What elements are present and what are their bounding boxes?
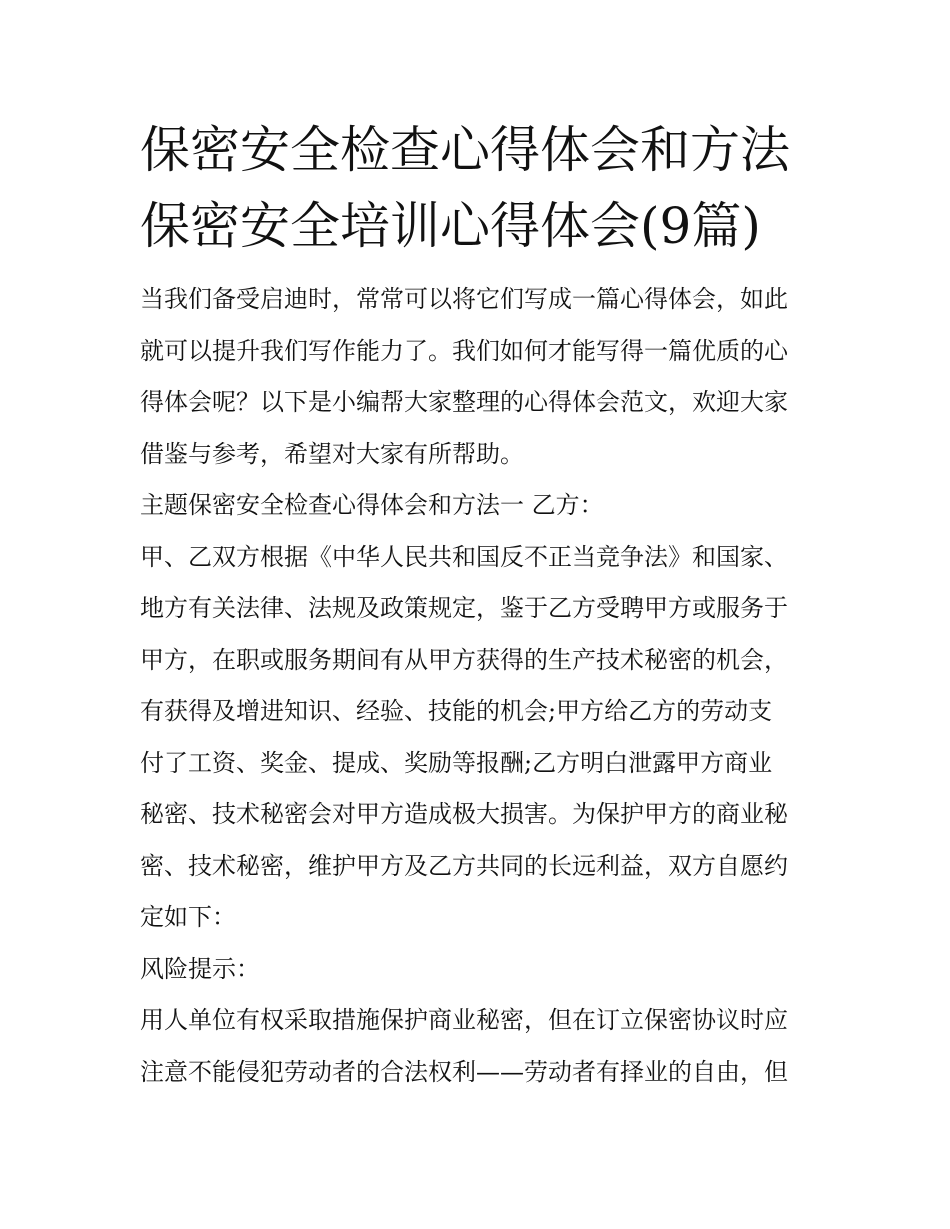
paragraph-line: 得体会呢？以下是小编帮大家整理的心得体会范文，欢迎大家 <box>140 388 788 416</box>
section-heading-line: 主题保密安全检查心得体会和方法一 乙方： <box>140 491 604 519</box>
section-heading-line: 风险提示： <box>140 954 260 983</box>
document-body <box>140 274 816 1098</box>
paragraph-line: 密、技术秘密，维护甲方及乙方共同的长远利益，双方自愿约 <box>140 851 788 880</box>
paragraph-line: 用人单位有权采取措施保护商业秘密，但在订立保密协议时应 <box>140 1006 788 1034</box>
paragraph-line: 甲、乙双方根据《中华人民共和国反不正当竞争法》和国家、 <box>140 542 788 571</box>
title-line: 保密安全检查心得体会和方法 <box>140 121 790 179</box>
paragraph-line: 付了工资、奖金、提成、奖励等报酬;乙方明白泄露甲方商业 <box>140 748 773 777</box>
paragraph-line: 就可以提升我们写作能力了。我们如何才能写得一篇优质的心 <box>140 336 788 365</box>
paragraph-line: 地方有关法律、法规及政策规定，鉴于乙方受聘甲方或服务于 <box>140 594 788 622</box>
paragraph-line: 甲方，在职或服务期间有从甲方获得的生产技术秘密的机会， <box>140 645 788 674</box>
paragraph-line: 借鉴与参考，希望对大家有所帮助。 <box>140 439 524 468</box>
paragraph-line: 当我们备受启迪时，常常可以将它们写成一篇心得体会，如此 <box>140 285 788 313</box>
paragraph-line: 秘密、技术秘密会对甲方造成极大损害。为保护甲方的商业秘 <box>140 800 788 828</box>
paragraph-line: 有获得及增进知识、经验、技能的机会;甲方给乙方的劳动支 <box>140 697 773 725</box>
paragraph-line: 定如下： <box>140 903 236 931</box>
paragraph-line: 注意不能侵犯劳动者的合法权利——劳动者有择业的自由，但 <box>140 1057 788 1086</box>
document-title <box>140 112 840 264</box>
title-line: 保密安全培训心得体会(9篇) <box>140 197 761 255</box>
